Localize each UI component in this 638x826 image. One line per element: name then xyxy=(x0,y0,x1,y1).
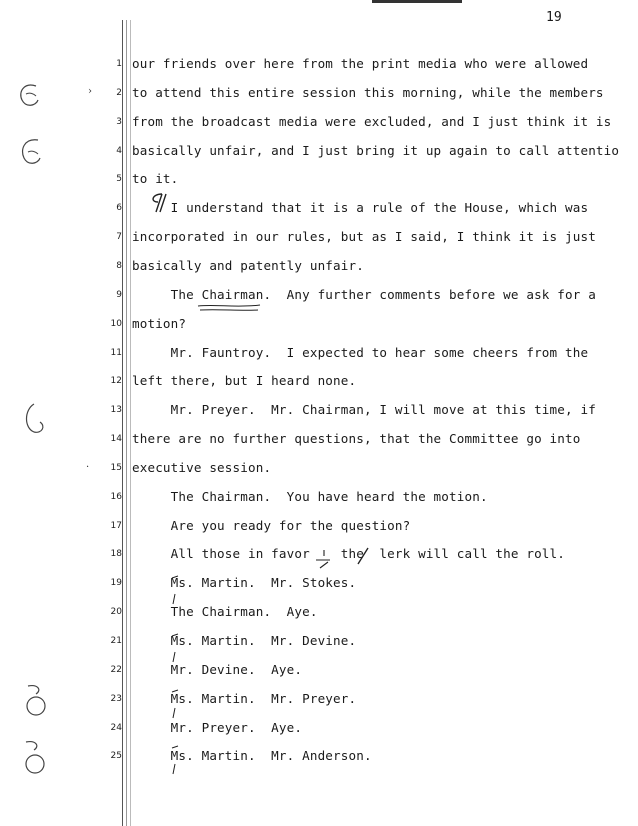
line-number: 16 xyxy=(110,491,122,502)
transcript-line: Mr. Preyer. Mr. Chairman, I will move at this time, if xyxy=(132,402,596,418)
correction-mark-icon xyxy=(168,742,182,776)
correction-mark-icon xyxy=(168,686,182,720)
line-number: 1 xyxy=(116,59,122,69)
insertion-mark-icon xyxy=(310,548,336,572)
transcript-line: The Chairman. Aye. xyxy=(132,604,318,620)
transcript-line: Ms. Martin. Mr. Devine. xyxy=(132,633,357,648)
line-number: 5 xyxy=(116,174,122,185)
left-margin-rule xyxy=(126,20,127,826)
line-number: 2 xyxy=(116,87,122,98)
page-number: 19 xyxy=(546,10,562,25)
margin-doodle-icon xyxy=(20,738,50,776)
underline-mark-icon xyxy=(196,302,262,314)
line-number: 22 xyxy=(110,664,122,675)
line-number: 12 xyxy=(110,376,122,387)
line-number: 25 xyxy=(110,751,122,762)
line-number: 20 xyxy=(110,607,122,618)
line-number: 13 xyxy=(110,405,122,416)
transcript-line: The Chairman. You have heard the motion. xyxy=(132,488,488,504)
margin-doodle-icon xyxy=(14,80,44,110)
transcript-line: Mr. Preyer. Aye. xyxy=(132,719,303,735)
transcript-line: basically and patently unfair. xyxy=(132,257,364,273)
transcript-line: executive session. xyxy=(132,459,272,475)
paragraph-mark-icon xyxy=(148,192,168,214)
line-number: 14 xyxy=(110,434,122,445)
correction-mark-icon xyxy=(168,630,182,664)
transcript-line: Mr. Fauntroy. I expected to hear some cheers from the xyxy=(132,344,589,360)
transcript-line: Ms. Martin. Mr. Stokes. xyxy=(132,575,357,591)
correction-mark-icon xyxy=(168,572,182,606)
transcript-line: to it. xyxy=(132,171,179,187)
line-number: 9 xyxy=(116,289,122,300)
line-number: 3 xyxy=(116,116,122,127)
top-edge-mark xyxy=(372,0,462,3)
line-number: 6 xyxy=(116,203,122,214)
margin-doodle-icon xyxy=(16,136,46,168)
transcript-line: The Chairman. Any further comments before we ask for a xyxy=(132,286,596,302)
left-margin-rule xyxy=(122,20,123,826)
margin-tick-icon: › xyxy=(88,86,92,97)
line-number: 23 xyxy=(110,693,122,704)
transcript-line: motion? xyxy=(132,315,187,331)
line-number: 24 xyxy=(110,722,122,733)
line-number: 17 xyxy=(110,520,122,531)
line-number: 18 xyxy=(110,549,122,560)
line-number: 8 xyxy=(116,260,122,271)
line-number: 4 xyxy=(116,145,122,156)
transcript-line: basically unfair, and I just bring it up again to call attentio xyxy=(132,142,620,158)
transcript-line: to attend this entire session this morning, while the members xyxy=(132,84,604,100)
transcript-line: left there, but I heard none. xyxy=(132,373,357,389)
line-number: 15 xyxy=(110,462,122,473)
line-number: 7 xyxy=(116,232,122,243)
margin-tick-icon: · xyxy=(86,462,90,473)
transcript-line: incorporated in our rules, but as I said, I think it is just xyxy=(132,229,596,245)
line-number: 11 xyxy=(110,347,122,358)
transcript-line: I understand that it is a rule of the House, which was xyxy=(132,200,589,216)
margin-doodle-icon xyxy=(20,402,48,436)
transcript-line: from the broadcast media were excluded, and I just think it is xyxy=(132,113,612,129)
transcript-line: Are you ready for the question? xyxy=(132,517,411,533)
transcript-line: Ms. Martin. Mr. Anderson. xyxy=(132,748,372,764)
transcript-line: Mr. Devine. Aye. xyxy=(132,661,303,677)
strike-mark-icon xyxy=(356,546,370,566)
line-number: 10 xyxy=(110,318,122,329)
transcript-line: Ms. Martin. Mr. Preyer. xyxy=(132,690,357,706)
margin-doodle-icon xyxy=(20,682,50,718)
line-number: 21 xyxy=(110,636,122,646)
line-number: 19 xyxy=(110,578,122,589)
transcript-line: our friends over here from the print media who were allowed xyxy=(132,56,589,71)
left-margin-rule xyxy=(130,20,131,826)
transcript-line: All those in favor the lerk will call the roll. xyxy=(132,546,565,562)
transcript-line: there are no further questions, that the Committee go into xyxy=(132,431,581,447)
